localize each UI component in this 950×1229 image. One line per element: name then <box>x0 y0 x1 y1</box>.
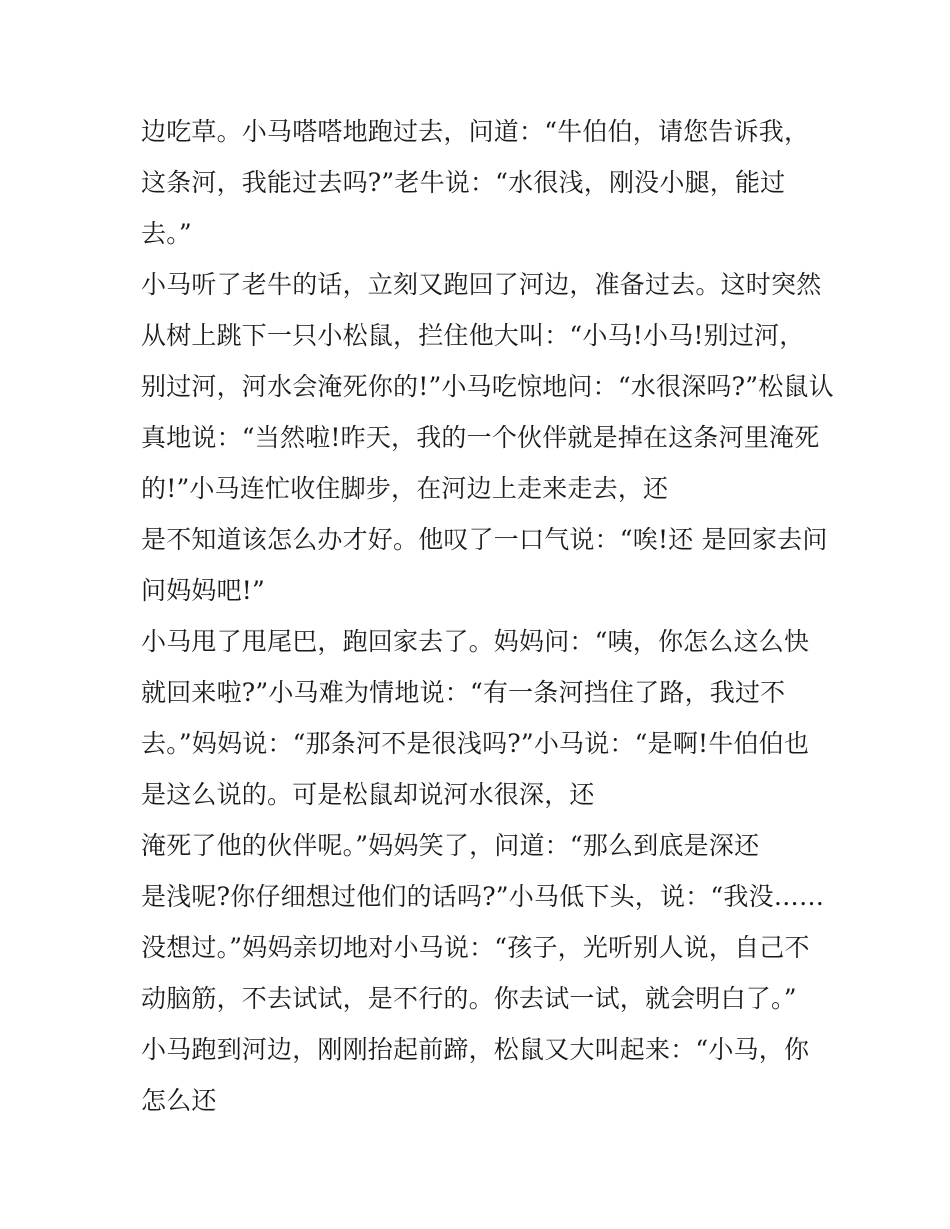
text-line: 是浅呢?你仔细想过他们的话吗?”小马低下头，说：“我没…… <box>141 882 825 911</box>
text-line: 边吃草。小马嗒嗒地跑过去，问道：“牛伯伯，请您告诉我， <box>141 117 810 146</box>
text-line: 这条河，我能过去吗?”老牛说：“水很浅，刚没小腿，能过 <box>141 168 786 197</box>
text-line: 真地说：“当然啦!昨天，我的一个伙伴就是掉在这条河里淹死 <box>141 423 820 452</box>
story-text <box>141 106 834 1126</box>
text-line: 动脑筋，不去试试，是不行的。你去试一试，就会明白了。” <box>141 984 797 1013</box>
text-line: 问妈妈吧!” <box>141 576 266 605</box>
text-line: 怎么还 <box>141 1086 217 1115</box>
text-line: 去。” <box>141 219 192 248</box>
text-line: 就回来啦?”小马难为情地说：“有一条河挡住了路，我过不 <box>141 678 786 707</box>
text-line: 淹死了他的伙伴呢。”妈妈笑了，问道：“那么到底是深还 <box>141 831 760 860</box>
text-line: 是这么说的。可是松鼠却说河水很深，还 <box>141 780 595 809</box>
text-line: 别过河，河水会淹死你的!”小马吃惊地问：“水很深吗?”松鼠认 <box>141 372 834 401</box>
text-line: 从树上跳下一只小松鼠，拦住他大叫：“小马!小马!别过河， <box>141 321 805 350</box>
text-line: 没想过。”妈妈亲切地对小马说：“孩子，光听别人说，自己不 <box>141 933 810 962</box>
text-line: 是不知道该怎么办才好。他叹了一口气说：“唉!还 是回家去问 <box>141 525 828 554</box>
text-line: 的!”小马连忙收住脚步，在河边上走来走去，还 <box>141 474 669 503</box>
text-line: 小马甩了甩尾巴，跑回家去了。妈妈问：“咦，你怎么这么快 <box>141 627 810 656</box>
text-line: 小马跑到河边，刚刚抬起前蹄，松鼠又大叫起来：“小马，你 <box>141 1035 810 1064</box>
text-line: 去。”妈妈说：“那条河不是很浅吗?”小马说：“是啊!牛伯伯也 <box>141 729 810 758</box>
text-line: 小马听了老牛的话，立刻又跑回了河边，准备过去。这时突然 <box>141 270 822 299</box>
